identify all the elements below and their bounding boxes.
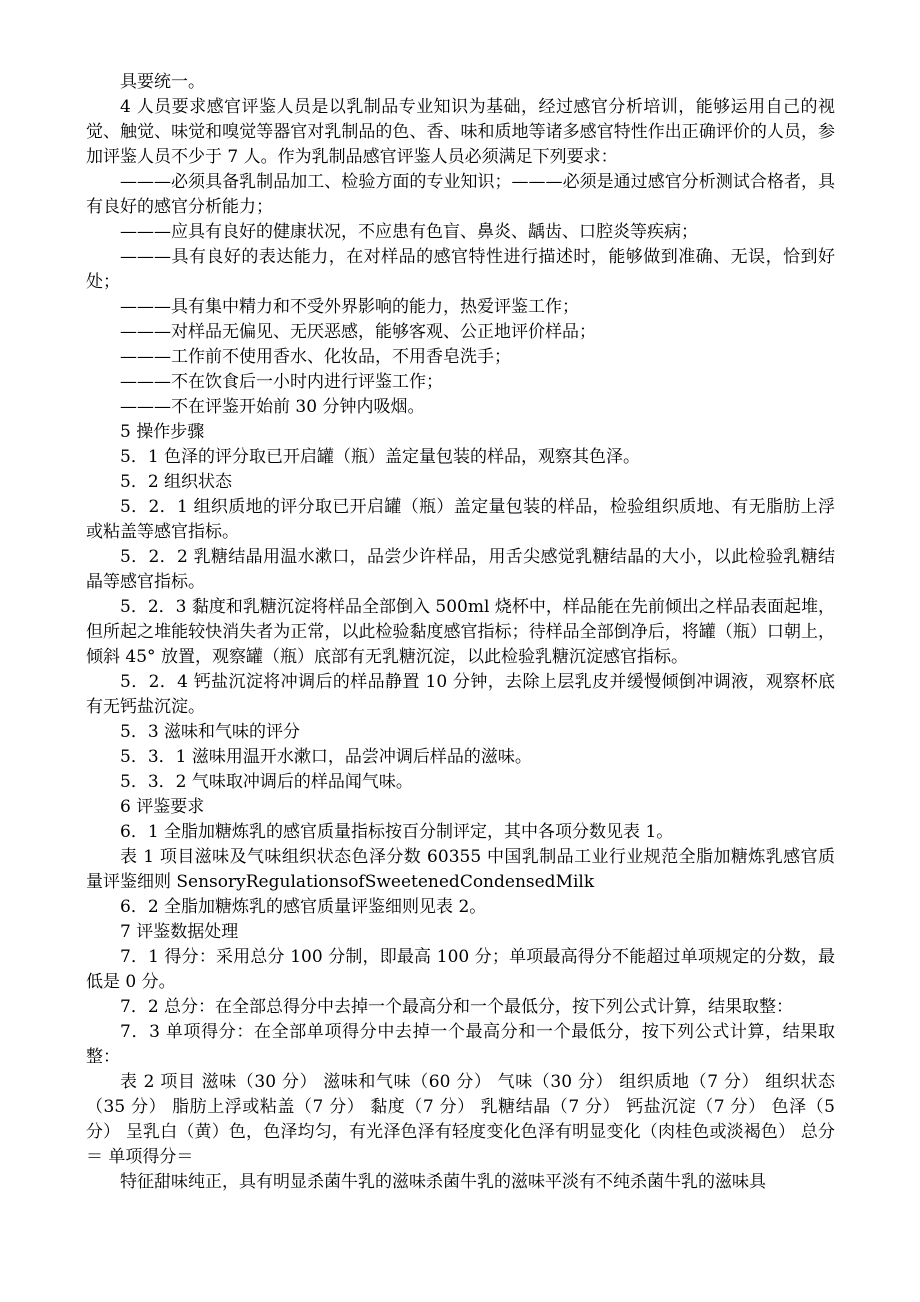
paragraph-requirement-focus: ———具有集中精力和不受外界影响的能力，热爱评鉴工作； [120,297,579,317]
paragraph-color-scoring: 5．1 色泽的评分取已开启罐（瓶）盖定量包装的样品，观察其色泽。 [120,447,641,467]
paragraph-requirement-no-perfume: ———工作前不使用香水、化妆品，不用香皂洗手； [120,347,511,367]
paragraph-taste: 5．3．1 滋味用温开水漱口，品尝冲调后样品的滋味。 [120,747,532,767]
paragraph-requirement-knowledge: ———必须具备乳制品加工、检验方面的专业知识；———必须是通过感官分析测试合格者，具有良好的感官分析能力； [86,172,835,217]
paragraph-personnel-requirements: 4 人员要求感官评鉴人员是以乳制品专业知识为基础，经过感官分析培训，能够运用自己的视觉、触觉、味觉和嗅觉等器官对乳制品的色、香、味和质地等诸多感官特性作出正确评价的人员，参加评鉴人员不少于 7 人。作为乳制品感官评鉴人员必须满足下列要求： [86,97,835,167]
heading-operation-steps: 5 操作步骤 [120,422,205,442]
paragraph-score: 7．1 得分：采用总分 100 分制，即最高 100 分；单项最高得分不能超过单项规定的分数，最低是 0 分。 [86,947,835,992]
heading-tissue-state: 5．2 组织状态 [120,472,233,492]
heading-taste-odor: 5．3 滋味和气味的评分 [120,722,301,742]
document-page [86,70,835,1195]
paragraph-odor: 5．3．2 气味取冲调后的样品闻气味。 [120,772,413,792]
heading-data-processing: 7 评鉴数据处理 [120,922,239,942]
paragraph-calcium-sediment: 5．2．4 钙盐沉淀将冲调后的样品静置 10 分钟，去除上层乳皮并缓慢倾倒冲调液，观察杯底有无钙盐沉淀。 [86,672,835,717]
paragraph-total-score: 7．2 总分：在全部总得分中去掉一个最高分和一个最低分，按下列公式计算，结果取整： [120,997,794,1017]
paragraph-requirement-objectivity: ———对样品无偏见、无厌恶感，能够客观、公正地评价样品； [120,322,596,342]
paragraph-table-1: 表 1 项目滋味及气味组织状态色泽分数 60355 中国乳制品工业行业规范全脂加糖炼乳感官质量评鉴细则 SensoryRegulationsofSweetenedCondensedMilk [86,847,835,892]
paragraph-taste-characteristics: 特征甜味纯正，具有明显杀菌牛乳的滋味杀菌牛乳的滋味平淡有不纯杀菌牛乳的滋味具 [120,1172,766,1192]
paragraph-requirement-no-smoking: ———不在评鉴开始前 30 分钟内吸烟。 [120,397,425,417]
paragraph-table-2-reference: 6．2 全脂加糖炼乳的感官质量评鉴细则见表 2。 [120,897,487,917]
paragraph-requirement-health: ———应具有良好的健康状况，不应患有色盲、鼻炎、龋齿、口腔炎等疾病； [120,222,698,242]
heading-evaluation-requirements: 6 评鉴要求 [120,797,205,817]
paragraph-viscosity-sediment: 5．2．3 黏度和乳糖沉淀将样品全部倒入 500ml 烧杯中，样品能在先前倾出之样品表面起堆，但所起之堆能较快消失者为正常，以此检验黏度感官指标；待样品全部倒净后，将罐（瓶）口朝上，倾斜 45° 放置，观察罐（瓶）底部有无乳糖沉淀，以此检验乳糖沉淀感官指标。 [86,597,835,667]
paragraph-item-score: 7．3 单项得分：在全部单项得分中去掉一个最高分和一个最低分，按下列公式计算，结果取整： [86,1022,835,1067]
paragraph-intro-end: 具要统一。 [120,72,205,92]
paragraph-requirement-expression: ———具有良好的表达能力，在对样品的感官特性进行描述时，能够做到准确、无误，恰到好处； [86,247,835,292]
paragraph-requirement-no-eating: ———不在饮食后一小时内进行评鉴工作； [120,372,443,392]
paragraph-lactose-crystal: 5．2．2 乳糖结晶用温水漱口，品尝少许样品，用舌尖感觉乳糖结晶的大小，以此检验乳糖结晶等感官指标。 [86,547,835,592]
paragraph-table-2: 表 2 项目 滋味（30 分） 滋味和气味（60 分） 气味（30 分） 组织质地（7 分） 组织状态（35 分） 脂肪上浮或粘盖（7 分） 黏度（7 分） 乳糖结晶（7 分） 钙盐沉淀（7 分） 色泽（5 分） 呈乳白（黄）色，色泽均匀，有光泽色泽有轻度变化色泽有明显变化（肉桂色或淡褐色） 总分＝ 单项得分＝ [86,1072,835,1167]
paragraph-tissue-texture: 5．2．1 组织质地的评分取已开启罐（瓶）盖定量包装的样品，检验组织质地、有无脂肪上浮或粘盖等感官指标。 [86,497,835,542]
paragraph-percentage-scoring: 6．1 全脂加糖炼乳的感官质量指标按百分制评定，其中各项分数见表 1。 [120,822,674,842]
